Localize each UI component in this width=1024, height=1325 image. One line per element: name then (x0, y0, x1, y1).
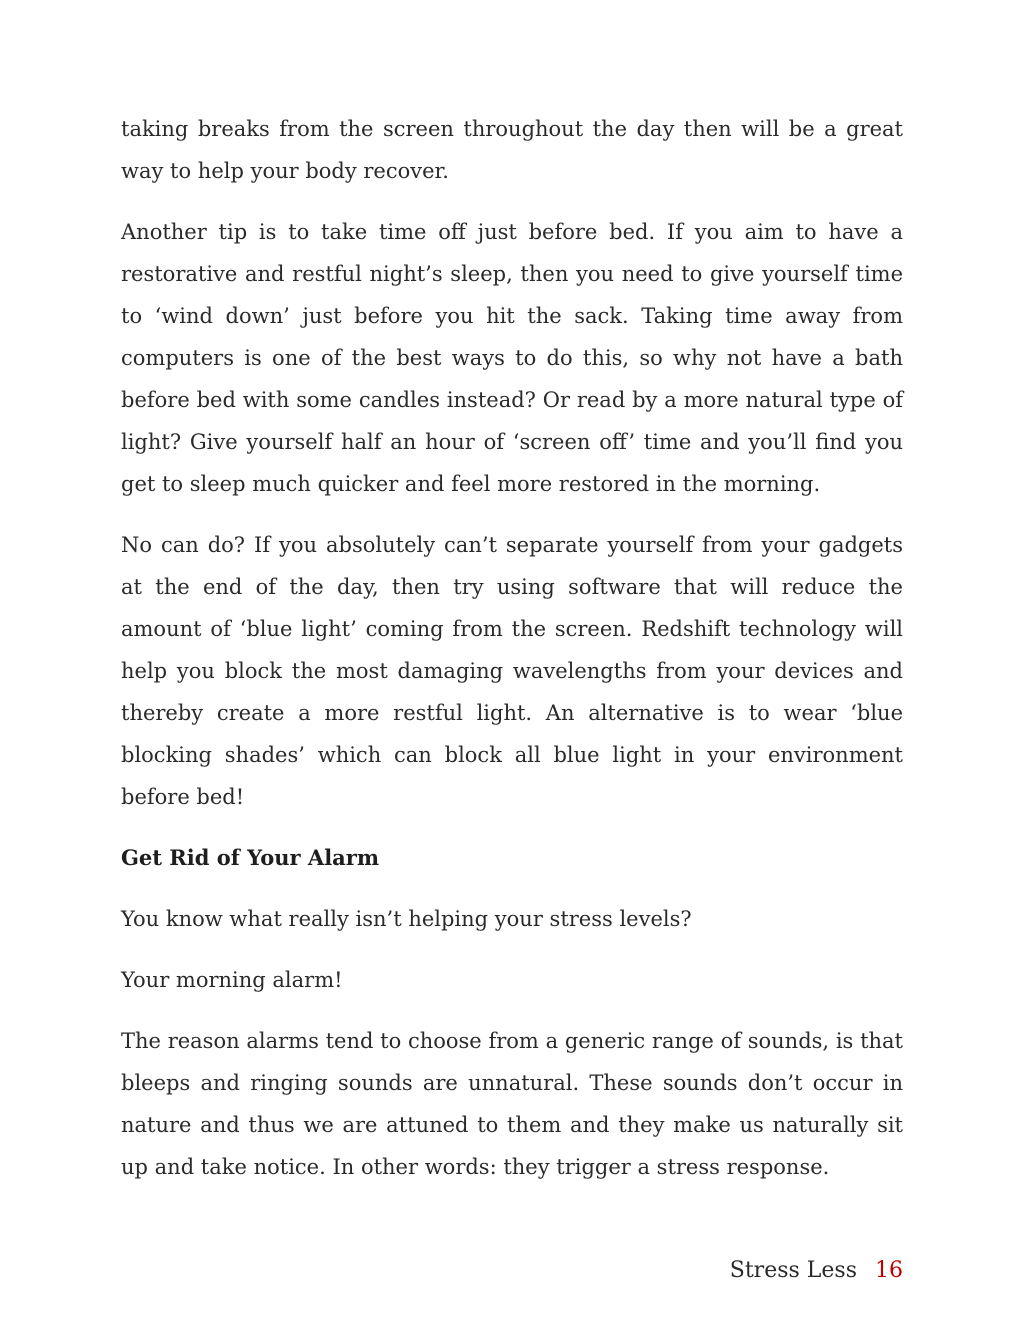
page-footer (730, 1253, 903, 1289)
page-number: 16 (875, 1258, 903, 1283)
page-body (121, 108, 903, 1207)
paragraph: Another tip is to take time off just before bed. If you aim to have a restorative and restful night’s sleep, then you need to give yourself time to ‘wind down’ just before you hit the sack. Taking time away from computers is one of the best ways to do this, so why not have a bath before bed with some candles instead? Or read by a more natural type of light? Give yourself half an hour of ‘screen off’ time and you’ll find you get to sleep much quicker and feel more restored in the morning. (121, 220, 903, 496)
section-heading: Get Rid of Your Alarm (121, 845, 380, 870)
footer-book-title: Stress Less (729, 1258, 857, 1283)
paragraph: No can do? If you absolutely can’t separate yourself from your gadgets at the end of the day, then try using software that will reduce the amount of ‘blue light’ coming from the screen. Redshift technology will help you block the most damaging wavelengths from your devices and thereby create a more restful light. An alternative is to wear ‘blue blocking shades’ which can block all blue light in your environment before bed! (121, 533, 903, 809)
paragraph: taking breaks from the screen throughout the day then will be a great way to help your body recover. (121, 117, 903, 183)
paragraph: You know what really isn’t helping your stress levels? (121, 907, 692, 931)
paragraph: Your morning alarm! (121, 968, 343, 992)
paragraph: The reason alarms tend to choose from a generic range of sounds, is that bleeps and ringing sounds are unnatural. These sounds don’t occur in nature and thus we are attuned to them and they make us naturally sit up and take notice. In other words: they trigger a stress response. (121, 1029, 903, 1179)
